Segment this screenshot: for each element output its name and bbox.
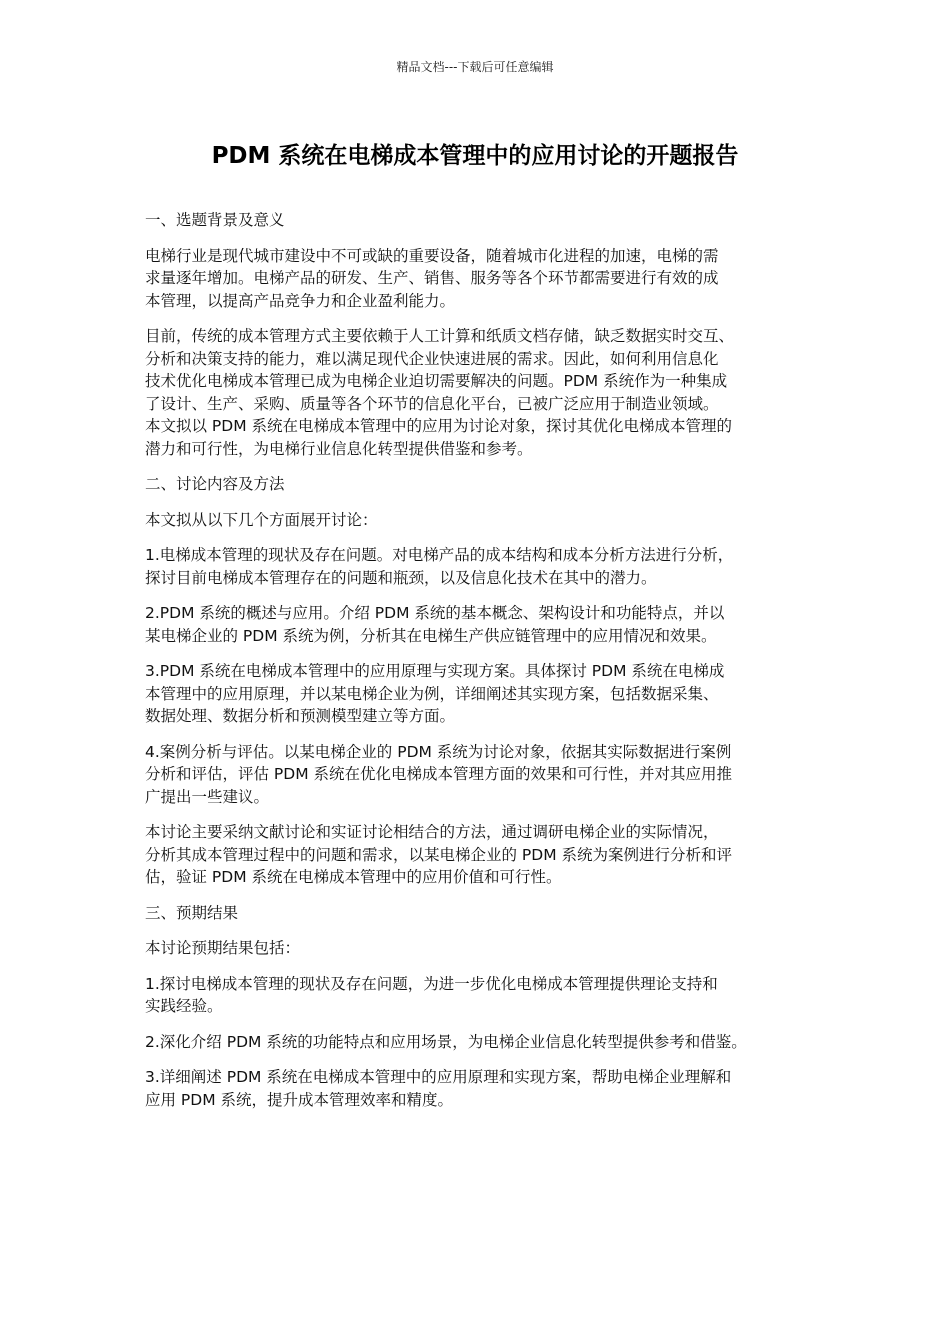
paragraph: 本文拟从以下几个方面展开讨论： (145, 510, 378, 529)
list-item: 1.探讨电梯成本管理的现状及存在问题，为进一步优化电梯成本管理提供理论支持和 实践经验。 (145, 974, 718, 1015)
list-item: 2.PDM 系统的概述与应用。介绍 PDM 系统的基本概念、架构设计和功能特点，并以 某电梯企业的 PDM 系统为例，分析其在电梯生产供应链管理中的应用情况和效果。 (145, 604, 725, 645)
paragraph: 本讨论主要采纳文献讨论和实证讨论相结合的方法，通过调研电梯企业的实际情况， 分析其成本管理过程中的问题和需求，以某电梯企业的 PDM 系统为案例进行分析和评 估，验证 PDM 系统在电梯成本管理中的应用价值和可行性。 (145, 823, 733, 886)
section-heading: 二、讨论内容及方法 (145, 475, 285, 493)
list-item: 3.详细阐述 PDM 系统在电梯成本管理中的应用原理和实现方案，帮助电梯企业理解和 应用 PDM 系统，提升成本管理效率和精度。 (145, 1068, 732, 1109)
section-heading: 一、选题背景及意义 (145, 211, 285, 229)
page-header-watermark: 精品文档---下载后可任意编辑 (396, 60, 554, 74)
list-item: 4.案例分析与评估。以某电梯企业的 PDM 系统为讨论对象，依据其实际数据进行案例 分析和评估，评估 PDM 系统在优化电梯成本管理方面的效果和可行性，并对其应用推 广提出一些建议。 (145, 742, 733, 806)
document-body (145, 209, 820, 1124)
list-item: 2.深化介绍 PDM 系统的功能特点和应用场景，为电梯企业信息化转型提供参考和借鉴。 (145, 1032, 747, 1051)
list-item: 3.PDM 系统在电梯成本管理中的应用原理与实现方案。具体探讨 PDM 系统在电梯成 本管理中的应用原理，并以某电梯企业为例，详细阐述其实现方案，包括数据采集、 数据处理、数据分析和预测模型建立等方面。 (145, 662, 725, 725)
paragraph: 电梯行业是现代城市建设中不可或缺的重要设备，随着城市化进程的加速，电梯的需 求量逐年增加。电梯产品的研发、生产、销售、服务等各个环节都需要进行有效的成 本管理，以提高产品竞争力和企业盈利能力。 (145, 246, 719, 310)
paragraph: 目前，传统的成本管理方式主要依赖于人工计算和纸质文档存储，缺乏数据实时交互、 分析和决策支持的能力，难以满足现代企业快速进展的需求。因此，如何利用信息化 技术优化电梯成本管理已成为电梯企业迫切需要解决的问题。PDM 系统作为一种集成 了设计、生产、采购、质量等各个环节的信息化平台，已被广泛应用于制造业领域。 本文拟以 PDM 系统在电梯成本管理中的应用为讨论对象，探讨其优化电梯成本管理的 潜力和可行性，为电梯行业信息化转型提供借鉴和参考。 (145, 327, 735, 458)
list-item: 1.电梯成本管理的现状及存在问题。对电梯产品的成本结构和成本分析方法进行分析， 探讨目前电梯成本管理存在的问题和瓶颈，以及信息化技术在其中的潜力。 (145, 546, 734, 587)
paragraph: 本讨论预期结果包括： (145, 939, 301, 957)
document-title: PDM 系统在电梯成本管理中的应用讨论的开题报告 (211, 143, 739, 169)
section-heading: 三、预期结果 (145, 903, 239, 922)
